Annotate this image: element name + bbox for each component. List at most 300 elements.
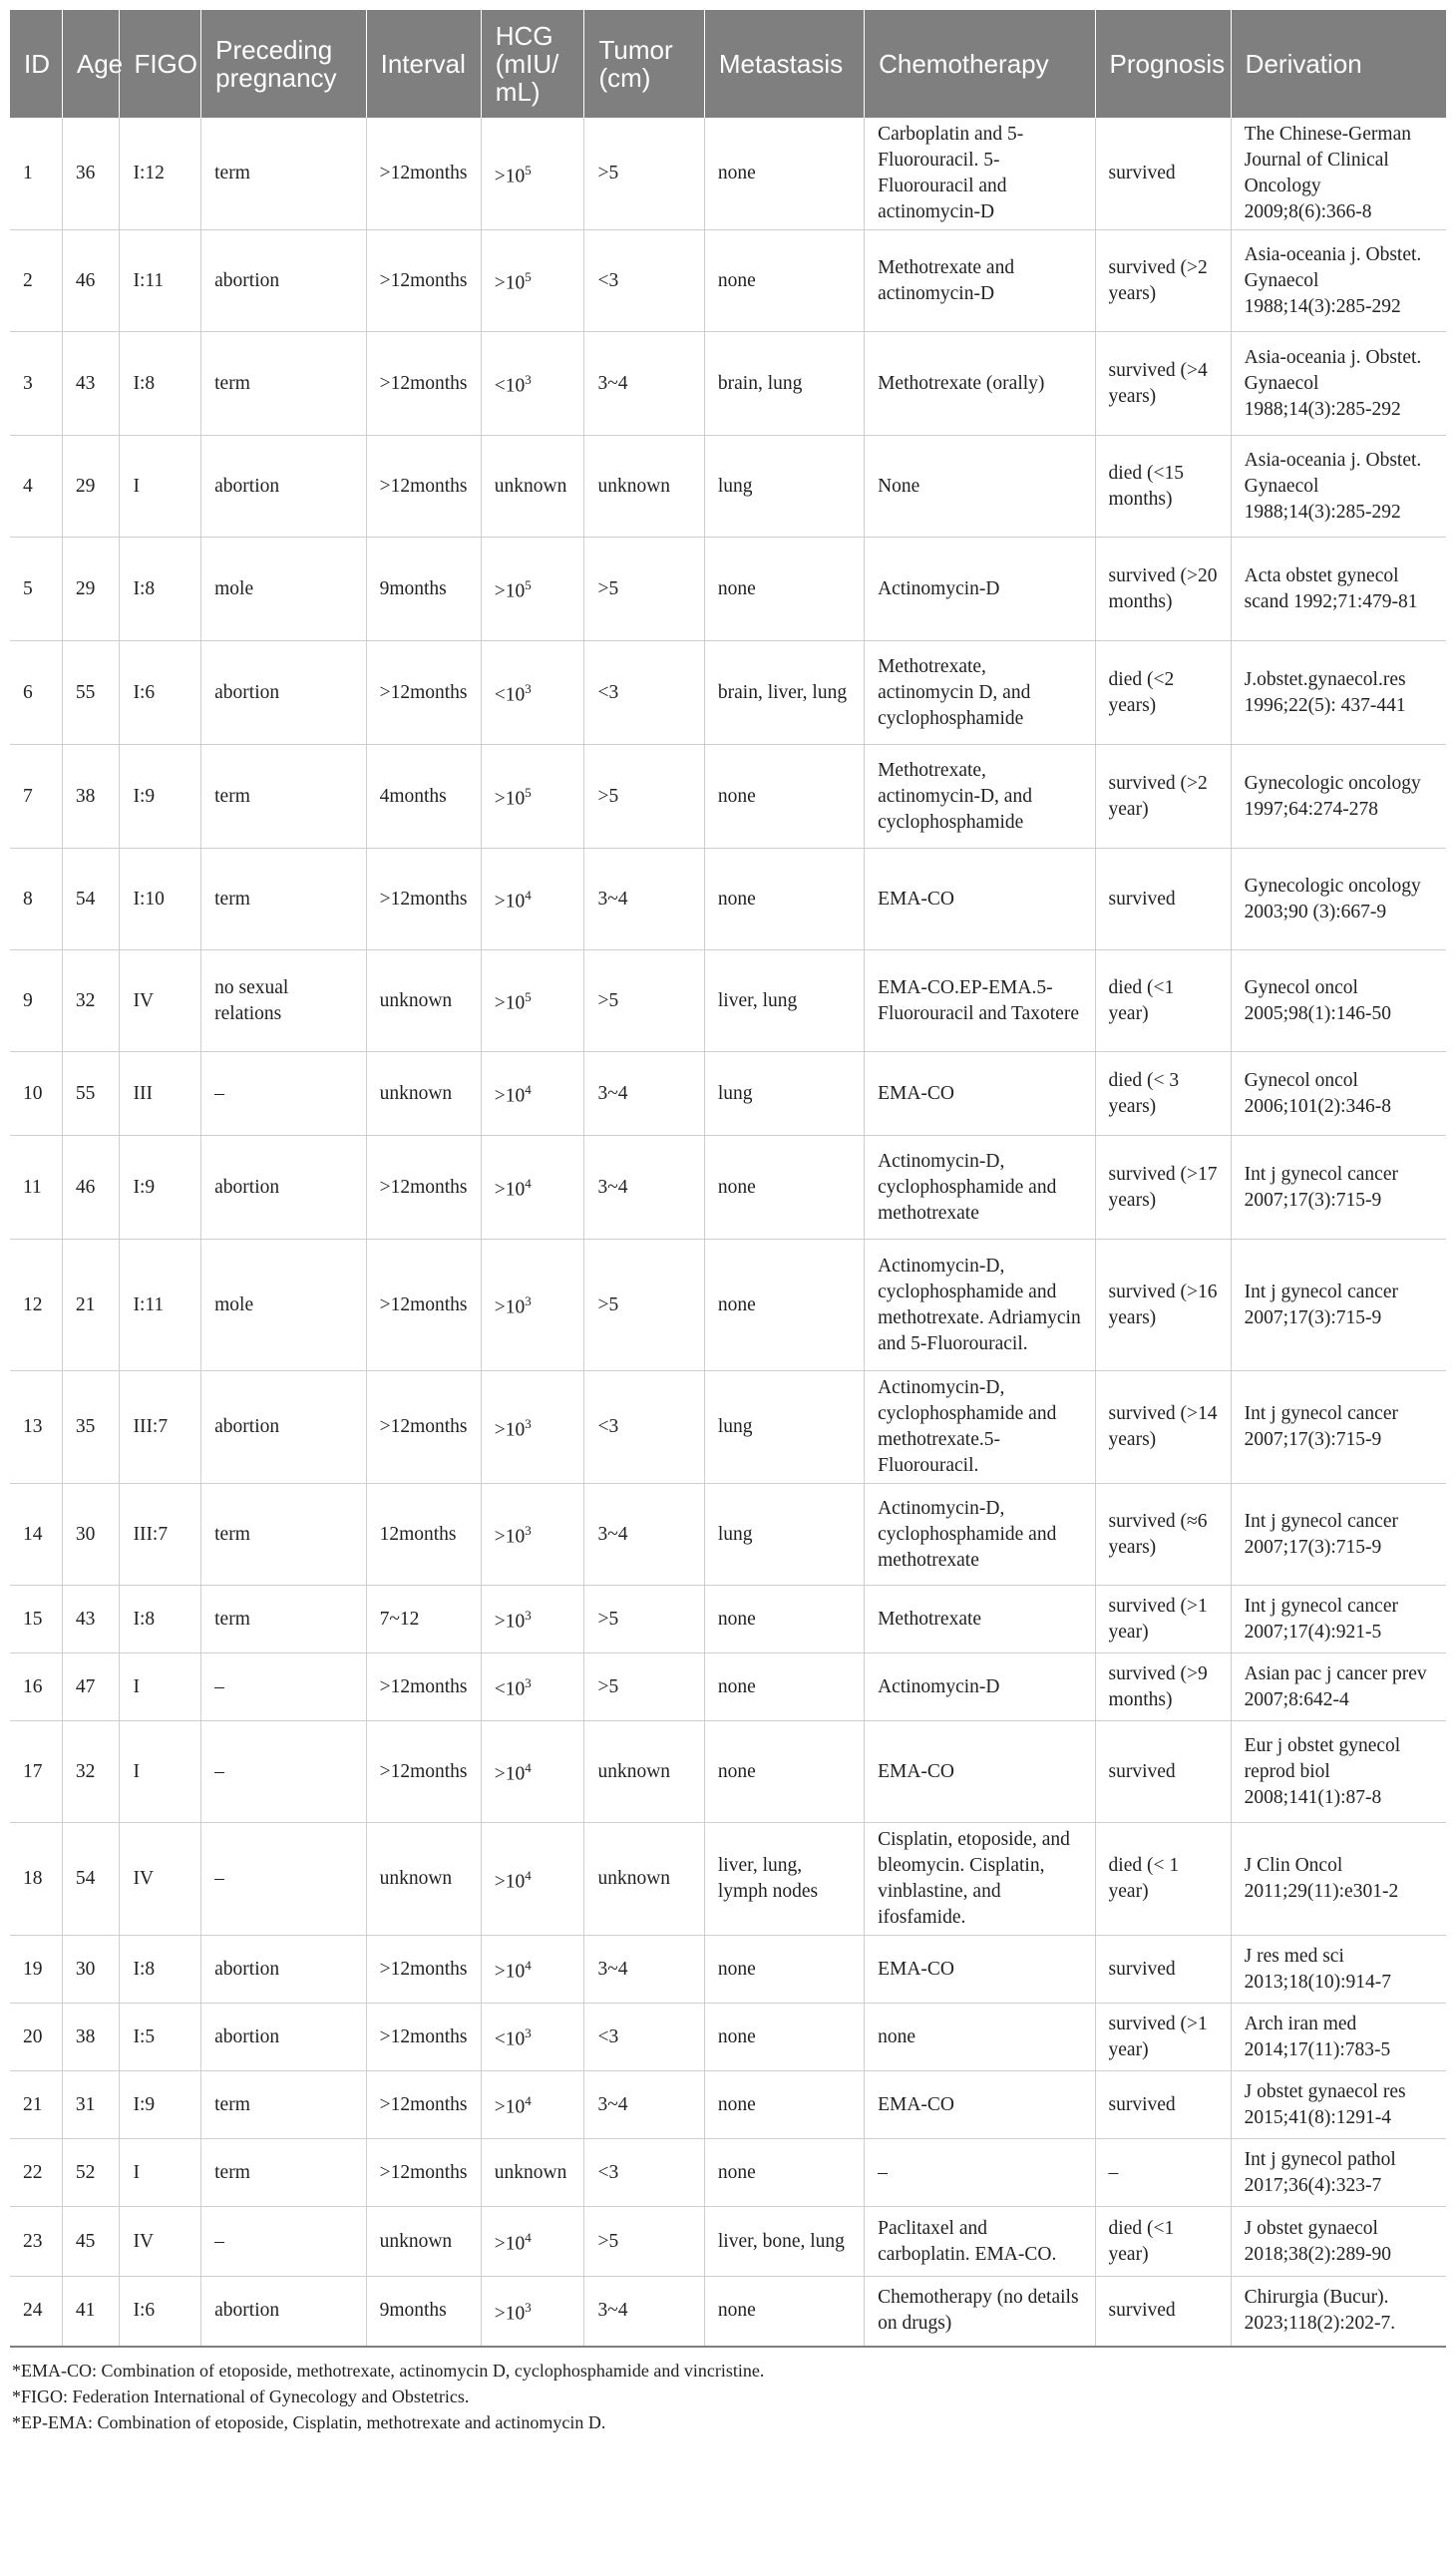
cell-interval: unknown [366, 2207, 481, 2277]
cell-derivation: The Chinese-German Journal of Clinical Oncology 2009;8(6):366-8 [1231, 118, 1446, 230]
cell-age: 36 [62, 118, 120, 230]
cell-age: 52 [62, 2139, 120, 2207]
hcg-exponent: 3 [525, 2300, 532, 2315]
cell-chemotherapy: Actinomycin-D, cyclophosphamide and methotrexate [865, 1484, 1095, 1586]
cell-age: 54 [62, 849, 120, 950]
cell-derivation: Asia-oceania j. Obstet. Gynaecol 1988;14(3):285-292 [1231, 332, 1446, 436]
cell-prognosis: died (<15 months) [1095, 436, 1231, 538]
cell-tumor: >5 [584, 2207, 704, 2277]
cell-derivation: Eur j obstet gynecol reprod biol 2008;141(1):87-8 [1231, 1721, 1446, 1823]
table-row [10, 538, 1446, 641]
cell-interval: >12months [366, 1653, 481, 1721]
cell-hcg [481, 1052, 584, 1136]
col-header-hcg: HCG (mIU/ mL) [481, 10, 584, 118]
cell-hcg [481, 2277, 584, 2347]
cell-tumor: 3~4 [584, 2277, 704, 2347]
table-row [10, 118, 1446, 230]
cell-chemotherapy: Carboplatin and 5-Fluorouracil. 5-Fluorouracil and actinomycin-D [865, 118, 1095, 230]
cell-tumor: >5 [584, 1240, 704, 1371]
cell-metastasis: liver, lung, lymph nodes [704, 1823, 864, 1936]
cell-chemotherapy: EMA-CO.EP-EMA.5-Fluorouracil and Taxotere [865, 950, 1095, 1052]
hcg-base: >10 [494, 272, 526, 294]
cell-prognosis: survived [1095, 1936, 1231, 2004]
cell-id: 8 [10, 849, 62, 950]
hcg-base: >10 [494, 1961, 526, 1983]
cell-preceding-pregnancy: mole [201, 1240, 366, 1371]
cell-metastasis: none [704, 1936, 864, 2004]
cell-prognosis: survived (>20 months) [1095, 538, 1231, 641]
hcg-base: >10 [494, 166, 526, 187]
cell-age: 30 [62, 1484, 120, 1586]
cell-prognosis: survived [1095, 118, 1231, 230]
cell-tumor: 3~4 [584, 1136, 704, 1240]
cell-age: 30 [62, 1936, 120, 2004]
cell-interval: 7~12 [366, 1586, 481, 1653]
cell-derivation: Asia-oceania j. Obstet. Gynaecol 1988;14(3):285-292 [1231, 230, 1446, 332]
cell-chemotherapy: Chemotherapy (no details on drugs) [865, 2277, 1095, 2347]
cell-hcg [481, 1586, 584, 1653]
cell-derivation: Asia-oceania j. Obstet. Gynaecol 1988;14(3):285-292 [1231, 436, 1446, 538]
cell-interval: >12months [366, 2004, 481, 2071]
cell-prognosis: survived [1095, 2071, 1231, 2139]
cell-metastasis: none [704, 2004, 864, 2071]
cell-id: 24 [10, 2277, 62, 2347]
cell-hcg [481, 2207, 584, 2277]
cell-prognosis: survived (>2 years) [1095, 230, 1231, 332]
col-header-chemotherapy: Chemotherapy [865, 10, 1095, 118]
cell-metastasis: none [704, 849, 864, 950]
cell-derivation: Gynecologic oncology 1997;64:274-278 [1231, 745, 1446, 849]
hcg-base: >10 [494, 1526, 526, 1548]
hcg-base: <10 [494, 2028, 526, 2050]
cell-interval: >12months [366, 849, 481, 950]
cell-age: 38 [62, 2004, 120, 2071]
cell-derivation: Int j gynecol cancer 2007;17(3):715-9 [1231, 1240, 1446, 1371]
cell-preceding-pregnancy: abortion [201, 2004, 366, 2071]
cell-chemotherapy: Methotrexate (orally) [865, 332, 1095, 436]
cell-metastasis: lung [704, 1371, 864, 1484]
cell-figo: I:8 [120, 538, 201, 641]
cell-tumor: unknown [584, 1823, 704, 1936]
cell-chemotherapy: EMA-CO [865, 1052, 1095, 1136]
cell-age: 29 [62, 538, 120, 641]
cell-age: 54 [62, 1823, 120, 1936]
cell-id: 16 [10, 1653, 62, 1721]
cell-interval: >12months [366, 1136, 481, 1240]
table-row [10, 1586, 1446, 1653]
cell-figo: I:11 [120, 1240, 201, 1371]
hcg-base: >10 [494, 2096, 526, 2118]
cell-id: 22 [10, 2139, 62, 2207]
cell-tumor: <3 [584, 2139, 704, 2207]
cell-metastasis: none [704, 1240, 864, 1371]
cell-interval: >12months [366, 230, 481, 332]
cell-id: 17 [10, 1721, 62, 1823]
cell-interval: >12months [366, 1936, 481, 2004]
footnote-ep-ema: *EP-EMA: Combination of etoposide, Cisplatin, methotrexate and actinomycin D. [12, 2411, 606, 2432]
cell-chemotherapy: Actinomycin-D, cyclophosphamide and methotrexate.5-Fluorouracil. [865, 1371, 1095, 1484]
cell-preceding-pregnancy: term [201, 1586, 366, 1653]
footnotes [10, 2358, 1446, 2435]
cell-interval: >12months [366, 1240, 481, 1371]
hcg-base: >10 [494, 788, 526, 810]
cell-figo: I:6 [120, 2277, 201, 2347]
table-row [10, 1484, 1446, 1586]
cell-hcg [481, 849, 584, 950]
cell-figo: I:11 [120, 230, 201, 332]
cell-interval: >12months [366, 436, 481, 538]
cell-tumor: 3~4 [584, 849, 704, 950]
col-header-prognosis: Prognosis [1095, 10, 1231, 118]
cell-prognosis: survived (>1 year) [1095, 2004, 1231, 2071]
footnote-figo: *FIGO: Federation International of Gynecology and Obstetrics. [12, 2386, 470, 2406]
cell-preceding-pregnancy: abortion [201, 1136, 366, 1240]
cell-metastasis: none [704, 745, 864, 849]
hcg-base: <10 [494, 1678, 526, 1700]
cell-id: 9 [10, 950, 62, 1052]
cell-derivation: Chirurgia (Bucur). 2023;118(2):202-7. [1231, 2277, 1446, 2347]
cell-figo: I:9 [120, 745, 201, 849]
hcg-exponent: 4 [525, 1760, 532, 1776]
cell-prognosis: survived (>1 year) [1095, 1586, 1231, 1653]
cell-interval: 12months [366, 1484, 481, 1586]
cell-derivation: J res med sci 2013;18(10):914-7 [1231, 1936, 1446, 2004]
hcg-base: >10 [494, 2303, 526, 2325]
cell-chemotherapy: – [865, 2139, 1095, 2207]
cell-metastasis: lung [704, 1484, 864, 1586]
cell-chemotherapy: EMA-CO [865, 1721, 1095, 1823]
cell-prognosis: survived [1095, 1721, 1231, 1823]
cell-figo: I [120, 436, 201, 538]
cell-chemotherapy: EMA-CO [865, 2071, 1095, 2139]
cell-id: 23 [10, 2207, 62, 2277]
header-row [10, 10, 1446, 118]
cell-prognosis: died (<1 year) [1095, 2207, 1231, 2277]
hcg-base: >10 [494, 992, 526, 1014]
cell-derivation: Int j gynecol cancer 2007;17(3):715-9 [1231, 1484, 1446, 1586]
cell-age: 43 [62, 1586, 120, 1653]
cell-derivation: Int j gynecol pathol 2017;36(4):323-7 [1231, 2139, 1446, 2207]
cell-figo: I [120, 1653, 201, 1721]
cell-id: 4 [10, 436, 62, 538]
cell-hcg [481, 1653, 584, 1721]
cell-id: 2 [10, 230, 62, 332]
cell-preceding-pregnancy: term [201, 745, 366, 849]
cell-preceding-pregnancy: – [201, 1721, 366, 1823]
cell-figo: I:8 [120, 1586, 201, 1653]
col-header-metastasis: Metastasis [704, 10, 864, 118]
cell-id: 14 [10, 1484, 62, 1586]
cell-figo: I:5 [120, 2004, 201, 2071]
table-row [10, 230, 1446, 332]
table-body [10, 118, 1446, 2347]
hcg-exponent: 3 [525, 1293, 532, 1309]
cell-preceding-pregnancy: mole [201, 538, 366, 641]
cell-prognosis: survived (>4 years) [1095, 332, 1231, 436]
cell-metastasis: none [704, 2139, 864, 2207]
cell-figo: III [120, 1052, 201, 1136]
cell-preceding-pregnancy: term [201, 118, 366, 230]
table-row [10, 745, 1446, 849]
hcg-exponent: 3 [525, 1675, 532, 1691]
cell-derivation: Acta obstet gynecol scand 1992;71:479-81 [1231, 538, 1446, 641]
cell-id: 1 [10, 118, 62, 230]
table-row [10, 1721, 1446, 1823]
hcg-base: >10 [494, 1419, 526, 1441]
cell-id: 18 [10, 1823, 62, 1936]
cell-interval: >12months [366, 1371, 481, 1484]
hcg-exponent: 3 [525, 1608, 532, 1624]
table-row [10, 1653, 1446, 1721]
cell-prognosis: survived [1095, 849, 1231, 950]
cell-preceding-pregnancy: no sexual relations [201, 950, 366, 1052]
cell-derivation: J obstet gynaecol 2018;38(2):289-90 [1231, 2207, 1446, 2277]
cell-chemotherapy: Methotrexate, actinomycin-D, and cyclophosphamide [865, 745, 1095, 849]
cell-chemotherapy: none [865, 2004, 1095, 2071]
cell-hcg [481, 641, 584, 745]
cell-chemotherapy: Cisplatin, etoposide, and bleomycin. Cisplatin, vinblastine, and ifosfamide. [865, 1823, 1095, 1936]
table-row [10, 2071, 1446, 2139]
cell-preceding-pregnancy: term [201, 2139, 366, 2207]
cell-preceding-pregnancy: – [201, 2207, 366, 2277]
cell-preceding-pregnancy: abortion [201, 1371, 366, 1484]
hcg-exponent: 3 [525, 681, 532, 697]
cell-figo: I:9 [120, 2071, 201, 2139]
cell-tumor: >5 [584, 745, 704, 849]
cell-preceding-pregnancy: abortion [201, 1936, 366, 2004]
cell-id: 19 [10, 1936, 62, 2004]
hcg-exponent: 5 [525, 577, 532, 593]
cell-interval: unknown [366, 1052, 481, 1136]
cell-chemotherapy: EMA-CO [865, 1936, 1095, 2004]
col-header-derivation: Derivation [1231, 10, 1446, 118]
table-row [10, 2139, 1446, 2207]
cell-hcg [481, 332, 584, 436]
cell-id: 7 [10, 745, 62, 849]
cell-id: 10 [10, 1052, 62, 1136]
cell-prognosis: survived (>16 years) [1095, 1240, 1231, 1371]
hcg-exponent: 4 [525, 2093, 532, 2109]
cell-preceding-pregnancy: term [201, 849, 366, 950]
cell-hcg [481, 2139, 584, 2207]
cell-preceding-pregnancy: abortion [201, 436, 366, 538]
cell-chemotherapy: Methotrexate and actinomycin-D [865, 230, 1095, 332]
col-header-preceding-pregnancy: Preceding pregnancy [201, 10, 366, 118]
cell-figo: I:8 [120, 1936, 201, 2004]
cell-age: 35 [62, 1371, 120, 1484]
cell-id: 21 [10, 2071, 62, 2139]
cell-prognosis: survived (>17 years) [1095, 1136, 1231, 1240]
cell-interval: 9months [366, 2277, 481, 2347]
cell-age: 31 [62, 2071, 120, 2139]
cell-figo: IV [120, 1823, 201, 1936]
hcg-exponent: 5 [525, 269, 532, 285]
col-header-age: Age [62, 10, 120, 118]
cell-metastasis: none [704, 2071, 864, 2139]
hcg-base: >10 [494, 1085, 526, 1107]
cell-tumor: unknown [584, 436, 704, 538]
cell-hcg [481, 436, 584, 538]
cell-tumor: 3~4 [584, 1052, 704, 1136]
cell-prognosis: died (< 3 years) [1095, 1052, 1231, 1136]
cell-age: 45 [62, 2207, 120, 2277]
cell-age: 46 [62, 230, 120, 332]
cell-prognosis: died (<2 years) [1095, 641, 1231, 745]
cell-hcg [481, 1936, 584, 2004]
cell-derivation: Gynecologic oncology 2003;90 (3):667-9 [1231, 849, 1446, 950]
cell-interval: >12months [366, 332, 481, 436]
table-row [10, 1052, 1446, 1136]
cell-metastasis: lung [704, 1052, 864, 1136]
col-header-interval: Interval [366, 10, 481, 118]
cell-derivation: Int j gynecol cancer 2007;17(3):715-9 [1231, 1371, 1446, 1484]
cell-derivation: J.obstet.gynaecol.res 1996;22(5): 437-441 [1231, 641, 1446, 745]
cell-interval: unknown [366, 950, 481, 1052]
col-header-figo: FIGO [120, 10, 201, 118]
cell-figo: IV [120, 950, 201, 1052]
cell-derivation: Gynecol oncol 2005;98(1):146-50 [1231, 950, 1446, 1052]
col-header-tumor: Tumor (cm) [584, 10, 704, 118]
cell-id: 11 [10, 1136, 62, 1240]
cell-metastasis: brain, lung [704, 332, 864, 436]
cell-figo: I:9 [120, 1136, 201, 1240]
hcg-base: >10 [494, 580, 526, 602]
cell-hcg [481, 745, 584, 849]
table-row [10, 1371, 1446, 1484]
cell-figo: IV [120, 2207, 201, 2277]
cell-hcg [481, 1484, 584, 1586]
cell-hcg [481, 1823, 584, 1936]
cell-age: 55 [62, 1052, 120, 1136]
hcg-base: >10 [494, 1763, 526, 1785]
cell-interval: >12months [366, 1721, 481, 1823]
cell-hcg [481, 950, 584, 1052]
cell-prognosis: – [1095, 2139, 1231, 2207]
cell-derivation: Arch iran med 2014;17(11):783-5 [1231, 2004, 1446, 2071]
table-row [10, 332, 1446, 436]
cell-tumor: >5 [584, 950, 704, 1052]
hcg-exponent: 4 [525, 1082, 532, 1098]
table-row [10, 436, 1446, 538]
cell-interval: >12months [366, 641, 481, 745]
cell-age: 43 [62, 332, 120, 436]
cell-id: 5 [10, 538, 62, 641]
cell-age: 32 [62, 950, 120, 1052]
hcg-base: <10 [494, 684, 526, 706]
cell-metastasis: none [704, 1721, 864, 1823]
cell-tumor: <3 [584, 2004, 704, 2071]
cell-tumor: 3~4 [584, 2071, 704, 2139]
cell-tumor: <3 [584, 230, 704, 332]
cell-tumor: unknown [584, 1721, 704, 1823]
hcg-exponent: 4 [525, 1958, 532, 1974]
cell-preceding-pregnancy: – [201, 1653, 366, 1721]
cell-chemotherapy: Methotrexate [865, 1586, 1095, 1653]
cell-figo: I [120, 1721, 201, 1823]
cell-tumor: >5 [584, 118, 704, 230]
hcg-exponent: 3 [525, 1415, 532, 1431]
cell-prognosis: died (<1 year) [1095, 950, 1231, 1052]
cell-figo: I:12 [120, 118, 201, 230]
cell-prognosis: survived (>2 year) [1095, 745, 1231, 849]
hcg-exponent: 5 [525, 989, 532, 1005]
cell-derivation: Int j gynecol cancer 2007;17(4):921-5 [1231, 1586, 1446, 1653]
cell-hcg [481, 538, 584, 641]
cell-age: 47 [62, 1653, 120, 1721]
hcg-base: unknown [494, 2161, 567, 2183]
cell-interval: 4months [366, 745, 481, 849]
cell-prognosis: survived [1095, 2277, 1231, 2347]
table-row [10, 950, 1446, 1052]
table-row [10, 641, 1446, 745]
cell-id: 13 [10, 1371, 62, 1484]
cell-age: 29 [62, 436, 120, 538]
cell-tumor: >5 [584, 1586, 704, 1653]
cell-chemotherapy: Actinomycin-D, cyclophosphamide and methotrexate [865, 1136, 1095, 1240]
cell-preceding-pregnancy: abortion [201, 2277, 366, 2347]
cell-id: 12 [10, 1240, 62, 1371]
cell-derivation: Gynecol oncol 2006;101(2):346-8 [1231, 1052, 1446, 1136]
cell-preceding-pregnancy: – [201, 1052, 366, 1136]
hcg-base: >10 [494, 2233, 526, 2255]
cell-figo: III:7 [120, 1371, 201, 1484]
hcg-exponent: 3 [525, 1523, 532, 1539]
cell-prognosis: survived (≈6 years) [1095, 1484, 1231, 1586]
cell-tumor: >5 [584, 1653, 704, 1721]
cell-metastasis: none [704, 1136, 864, 1240]
cell-metastasis: none [704, 118, 864, 230]
cell-derivation: Asian pac j cancer prev 2007;8:642-4 [1231, 1653, 1446, 1721]
cell-interval: >12months [366, 2139, 481, 2207]
footnote-ema-co: *EMA-CO: Combination of etoposide, methotrexate, actinomycin D, cyclophosphamide and vincristine. [12, 2360, 765, 2381]
cell-age: 55 [62, 641, 120, 745]
cell-tumor: 3~4 [584, 1484, 704, 1586]
cell-chemotherapy: Paclitaxel and carboplatin. EMA-CO. [865, 2207, 1095, 2277]
cell-figo: I:8 [120, 332, 201, 436]
cell-id: 15 [10, 1586, 62, 1653]
hcg-base: unknown [494, 475, 567, 497]
cell-derivation: Int j gynecol cancer 2007;17(3):715-9 [1231, 1136, 1446, 1240]
cell-id: 20 [10, 2004, 62, 2071]
cell-preceding-pregnancy: term [201, 332, 366, 436]
cell-hcg [481, 1136, 584, 1240]
cell-id: 6 [10, 641, 62, 745]
cell-interval: 9months [366, 538, 481, 641]
cell-hcg [481, 2071, 584, 2139]
hcg-base: >10 [494, 1871, 526, 1893]
hcg-exponent: 5 [525, 785, 532, 801]
cell-preceding-pregnancy: abortion [201, 230, 366, 332]
cell-derivation: J obstet gynaecol res 2015;41(8):1291-4 [1231, 2071, 1446, 2139]
cell-chemotherapy: Actinomycin-D [865, 1653, 1095, 1721]
cell-preceding-pregnancy: abortion [201, 641, 366, 745]
col-header-id: ID [10, 10, 62, 118]
cell-metastasis: none [704, 1653, 864, 1721]
cell-chemotherapy: Methotrexate, actinomycin D, and cyclophosphamide [865, 641, 1095, 745]
cell-prognosis: survived (>14 years) [1095, 1371, 1231, 1484]
cell-tumor: <3 [584, 641, 704, 745]
hcg-exponent: 4 [525, 1176, 532, 1192]
cell-age: 46 [62, 1136, 120, 1240]
cell-metastasis: none [704, 1586, 864, 1653]
cell-hcg [481, 118, 584, 230]
table-row [10, 2277, 1446, 2347]
cell-id: 3 [10, 332, 62, 436]
cell-figo: I:6 [120, 641, 201, 745]
table-container [10, 10, 1446, 2435]
cell-metastasis: none [704, 2277, 864, 2347]
hcg-exponent: 5 [525, 162, 532, 178]
